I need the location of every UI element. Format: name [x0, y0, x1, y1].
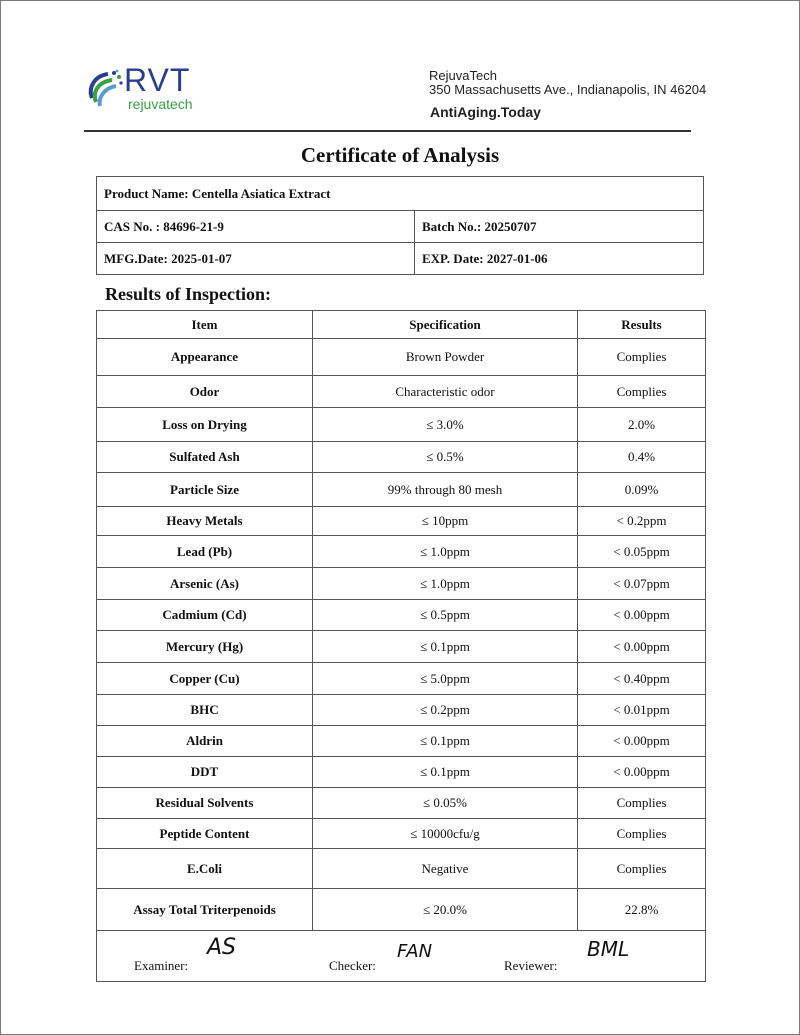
table-row	[97, 695, 706, 726]
examiner-label: Examiner:	[134, 958, 189, 973]
company-address-block	[429, 69, 706, 97]
exp-date: EXP. Date: 2027-01-06	[415, 243, 704, 275]
table-row	[97, 631, 706, 663]
cell-item: Appearance	[97, 339, 313, 376]
cell-item: Residual Solvents	[97, 788, 313, 819]
column-header-item: Item	[97, 311, 313, 339]
reviewer-signature: BML	[587, 937, 630, 961]
cell-result: 2.0%	[578, 408, 706, 442]
cell-result: < 0.00ppm	[578, 600, 706, 631]
cell-result: < 0.2ppm	[578, 507, 706, 536]
logo-subtext: rejuvatech	[128, 96, 193, 112]
cell-specification: ≤ 20.0%	[313, 889, 578, 931]
cell-item: E.Coli	[97, 849, 313, 889]
cell-result: < 0.40ppm	[578, 663, 706, 695]
cell-specification: ≤ 0.05%	[313, 788, 578, 819]
cell-item: DDT	[97, 757, 313, 788]
cell-specification: ≤ 1.0ppm	[313, 568, 578, 600]
cell-result: Complies	[578, 788, 706, 819]
signature-cell	[97, 931, 706, 982]
cell-item: Lead (Pb)	[97, 536, 313, 568]
company-website: AntiAging.Today	[430, 104, 541, 120]
cell-specification: ≤ 0.5%	[313, 442, 578, 473]
table-header-row	[97, 311, 706, 339]
column-header-specification: Specification	[313, 311, 578, 339]
table-row	[97, 568, 706, 600]
cell-result: < 0.05ppm	[578, 536, 706, 568]
section-title: Results of Inspection:	[105, 284, 272, 304]
cell-result: < 0.00ppm	[578, 726, 706, 757]
cell-item: Odor	[97, 376, 313, 408]
table-row	[97, 849, 706, 889]
table-row	[97, 507, 706, 536]
column-header-results: Results	[578, 311, 706, 339]
cell-specification: 99% through 80 mesh	[313, 473, 578, 507]
table-row	[97, 442, 706, 473]
cell-specification: ≤ 3.0%	[313, 408, 578, 442]
table-row	[97, 600, 706, 631]
cell-result: 22.8%	[578, 889, 706, 931]
cell-specification: ≤ 0.1ppm	[313, 726, 578, 757]
table-row	[97, 408, 706, 442]
cell-result: < 0.00ppm	[578, 757, 706, 788]
cell-result: < 0.07ppm	[578, 568, 706, 600]
cell-specification: ≤ 1.0ppm	[313, 536, 578, 568]
header-divider	[84, 130, 691, 132]
cell-result: Complies	[578, 819, 706, 849]
table-row	[97, 376, 706, 408]
mfg-date: MFG.Date: 2025-01-07	[97, 243, 415, 275]
cell-item: Particle Size	[97, 473, 313, 507]
cell-specification: ≤ 10ppm	[313, 507, 578, 536]
cell-result: < 0.01ppm	[578, 695, 706, 726]
cell-specification: ≤ 0.5ppm	[313, 600, 578, 631]
cell-item: Heavy Metals	[97, 507, 313, 536]
table-row	[97, 819, 706, 849]
product-info-table	[96, 176, 704, 275]
batch-number: Batch No.: 20250707	[415, 211, 704, 243]
reviewer-label: Reviewer:	[504, 958, 558, 973]
company-address: 350 Massachusetts Ave., Indianapolis, IN 46204	[429, 82, 707, 97]
cell-result: Complies	[578, 339, 706, 376]
table-row	[97, 536, 706, 568]
table-row	[97, 339, 706, 376]
logo-mark-icon	[86, 68, 126, 110]
table-row	[97, 726, 706, 757]
cell-item: Loss on Drying	[97, 408, 313, 442]
cell-item: Copper (Cu)	[97, 663, 313, 695]
signature-row	[97, 931, 706, 982]
page-title: Certificate of Analysis	[300, 143, 500, 167]
cell-item: Arsenic (As)	[97, 568, 313, 600]
cas-number: CAS No. : 84696-21-9	[97, 211, 415, 243]
company-logo	[86, 62, 196, 116]
table-row	[97, 663, 706, 695]
cell-specification: ≤ 0.2ppm	[313, 695, 578, 726]
cell-specification: ≤ 5.0ppm	[313, 663, 578, 695]
cell-result: < 0.00ppm	[578, 631, 706, 663]
cell-specification: Negative	[313, 849, 578, 889]
cell-specification: ≤ 10000cfu/g	[313, 819, 578, 849]
checker-label: Checker:	[329, 958, 376, 973]
cell-result: 0.09%	[578, 473, 706, 507]
table-row	[97, 788, 706, 819]
company-name: RejuvaTech	[429, 68, 497, 83]
cell-specification: Brown Powder	[313, 339, 578, 376]
cell-item: Aldrin	[97, 726, 313, 757]
cell-item: Sulfated Ash	[97, 442, 313, 473]
results-table	[96, 310, 706, 982]
cell-result: Complies	[578, 376, 706, 408]
checker-signature: FAN	[397, 941, 433, 962]
cell-specification: ≤ 0.1ppm	[313, 757, 578, 788]
logo-text: RVT	[124, 62, 191, 98]
cell-result: 0.4%	[578, 442, 706, 473]
table-row	[97, 473, 706, 507]
cell-item: Cadmium (Cd)	[97, 600, 313, 631]
cell-item: Assay Total Triterpenoids	[97, 889, 313, 931]
cell-specification: Characteristic odor	[313, 376, 578, 408]
cell-item: BHC	[97, 695, 313, 726]
cell-result: Complies	[578, 849, 706, 889]
examiner-signature: AS	[207, 935, 237, 960]
table-row	[97, 757, 706, 788]
product-name: Product Name: Centella Asiatica Extract	[97, 177, 704, 211]
cell-specification: ≤ 0.1ppm	[313, 631, 578, 663]
cell-item: Peptide Content	[97, 819, 313, 849]
table-row	[97, 889, 706, 931]
cell-item: Mercury (Hg)	[97, 631, 313, 663]
